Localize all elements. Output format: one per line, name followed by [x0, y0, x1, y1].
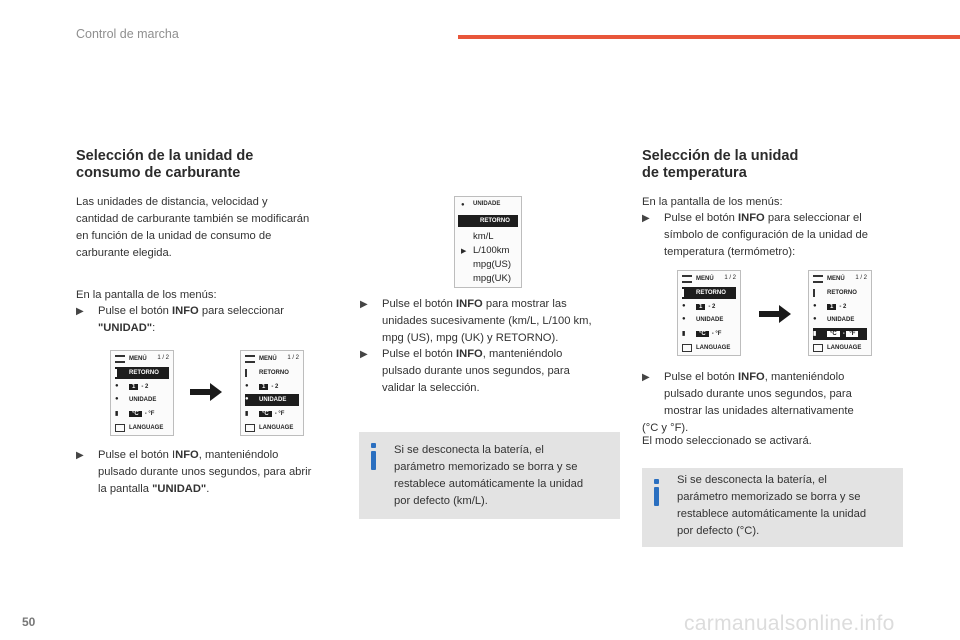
right-info-box: [642, 468, 903, 547]
thermometer-icon: ▮: [115, 411, 119, 417]
language-icon: [682, 344, 692, 352]
right-heading-line2: de temperatura: [642, 165, 747, 181]
retorno-row: RETORNO: [115, 367, 169, 379]
unit-screen-title: UNIDADE: [473, 201, 501, 207]
temp-row: ▮ °C - °F: [682, 331, 722, 337]
unit-item: L/100km: [473, 245, 510, 256]
temp-screen-1: [677, 270, 741, 356]
unidade-row: ● UNIDADE: [245, 394, 299, 406]
middle-step-2: [360, 346, 620, 397]
language-row: LANGUAGE: [115, 422, 169, 434]
lang-row: ● 1 - 2: [115, 383, 149, 390]
page-indicator: 1 / 2: [287, 355, 299, 361]
middle-step-1: [360, 296, 620, 347]
unit-item: mpg(US): [473, 259, 512, 270]
menu-icon: [813, 275, 823, 283]
left-intro-line: en función de la unidad de consumo de: [76, 230, 272, 242]
temp-screen-2: [808, 270, 872, 356]
left-heading-line1: Selección de la unidad de: [76, 148, 254, 164]
left-intro-line: cantidad de carburante también se modificarán: [76, 213, 310, 225]
unit-screen-retorno: RETORNO: [458, 215, 518, 227]
middle-info-text: Si se desconecta la batería, el parámetro memorizado se borra y se restablece automáticamente la unidad por defecto (km/L).: [394, 444, 584, 507]
unidade-row: ● UNIDADE: [813, 316, 855, 323]
menu-screen-1: [110, 350, 174, 436]
right-step-1-text: Pulse el botón INFO para seleccionar el símbolo de configuración de la unidad de temperatura (termómetro):: [664, 212, 869, 258]
step-marker-icon: ▶: [360, 299, 368, 310]
left-menu-intro: En la pantalla de los menús:: [76, 289, 217, 301]
menu-row: MENÚ: [115, 353, 169, 365]
arrow-right-icon: [190, 383, 222, 401]
middle-step-2-text: Pulse el botón INFO, manteniéndolo pulsado durante unos segundos, para validar la selección.: [382, 348, 570, 394]
menu-icon: [682, 275, 692, 283]
watermark: carmanualsonline.info: [684, 612, 895, 635]
drop-icon: ●: [245, 383, 249, 389]
step-marker-icon: ▶: [642, 372, 650, 383]
menu-row: MENÚ: [682, 273, 736, 285]
drop-icon: ●: [682, 316, 686, 322]
middle-info-box: [359, 432, 620, 519]
right-result: El modo seleccionado se activará.: [642, 435, 812, 447]
page-indicator: 1 / 2: [724, 275, 736, 281]
step-marker-icon: ▶: [76, 450, 84, 461]
middle-step-1-text: Pulse el botón INFO para mostrar las unidades sucesivamente (km/L, L/100 km, mpg (US), mpg (UK) y RETORNO).: [382, 298, 592, 344]
language-icon: [813, 344, 823, 352]
unit-screen: [454, 196, 522, 288]
step-marker-icon: ▶: [360, 349, 368, 360]
drop-icon: ●: [245, 396, 249, 402]
language-row: LANGUAGE: [245, 422, 299, 434]
drop-icon: ●: [115, 383, 119, 389]
pointer-icon: ▶: [461, 248, 467, 255]
left-intro-line: Las unidades de distancia, velocidad y: [76, 196, 268, 208]
language-row: LANGUAGE: [682, 342, 736, 354]
menu-icon: [245, 355, 255, 363]
lang-row: ● 1 - 2: [245, 383, 279, 390]
return-icon: [115, 369, 125, 377]
page-indicator: 1 / 2: [855, 275, 867, 281]
drop-icon: ●: [813, 316, 817, 322]
menu-row: MENÚ: [813, 273, 867, 285]
right-step-2-text: Pulse el botón INFO, manteniéndolo pulsado durante unos segundos, para mostrar las unidades alternativamente: [664, 371, 854, 417]
right-step-1: [642, 210, 912, 261]
info-icon-bar: [654, 487, 659, 506]
language-icon: [245, 424, 255, 432]
lang-row: ● 1 - 2: [682, 303, 716, 310]
unit-item: km/L: [473, 231, 494, 242]
language-row: LANGUAGE: [813, 342, 867, 354]
drop-icon: ●: [682, 303, 686, 309]
left-intro-line: carburante elegida.: [76, 247, 172, 259]
header-rule: [458, 35, 960, 39]
unidade-row: ● UNIDADE: [115, 396, 157, 403]
header-title: Control de marcha: [76, 27, 179, 41]
left-heading-line2: consumo de carburante: [76, 165, 241, 181]
menu-row: MENÚ: [245, 353, 299, 365]
retorno-row: RETORNO: [813, 287, 867, 299]
right-info-text: Si se desconecta la batería, el parámetro memorizado se borra y se restablece automáticamente la unidad por defecto (°C).: [677, 474, 867, 537]
step-marker-icon: ▶: [642, 213, 650, 224]
drop-icon: ●: [115, 396, 119, 402]
temp-row: ▮ °C - °F: [115, 411, 155, 417]
info-icon-bar: [371, 451, 376, 470]
menu-screen-2: [240, 350, 304, 436]
return-icon: [245, 369, 255, 377]
right-heading: [642, 148, 798, 182]
return-icon: [682, 289, 692, 297]
right-menu-intro: En la pantalla de los menús:: [642, 196, 783, 208]
return-icon: [813, 289, 823, 297]
thermometer-icon: ▮: [813, 331, 817, 337]
menu-icon: [115, 355, 125, 363]
page-indicator: 1 / 2: [157, 355, 169, 361]
right-step-2: [642, 369, 912, 420]
lang-row: ● 1 - 2: [813, 303, 847, 310]
info-icon: [654, 479, 659, 484]
right-step-2-tail: (°C y °F).: [642, 422, 689, 434]
arrow-right-icon: [759, 305, 791, 323]
left-intro: [76, 194, 346, 262]
unidade-row: ● UNIDADE: [682, 316, 724, 323]
left-step-2: [76, 447, 346, 498]
left-step-1: [76, 303, 346, 337]
left-step-2-text: Pulse el botón INFO, manteniéndolo pulsado durante unos segundos, para abrir la pantalla "UNIDAD".: [98, 449, 312, 495]
right-heading-line1: Selección de la unidad: [642, 148, 799, 164]
retorno-row: RETORNO: [245, 367, 299, 379]
page-number: 50: [22, 615, 36, 629]
thermometer-icon: ▮: [682, 331, 686, 337]
left-step-1-text: Pulse el botón INFO para seleccionar "UNIDAD":: [98, 305, 284, 334]
left-heading: [76, 148, 253, 182]
temp-row: ▮ °C - °F: [813, 328, 867, 340]
thermometer-icon: ▮: [245, 411, 249, 417]
temp-row: ▮ °C - °F: [245, 411, 285, 417]
info-icon: [371, 443, 376, 448]
step-marker-icon: ▶: [76, 306, 84, 317]
retorno-row: RETORNO: [682, 287, 736, 299]
language-icon: [115, 424, 125, 432]
drop-icon: ●: [813, 303, 817, 309]
unit-item: mpg(UK): [473, 273, 512, 284]
drop-icon: ●: [461, 202, 465, 208]
